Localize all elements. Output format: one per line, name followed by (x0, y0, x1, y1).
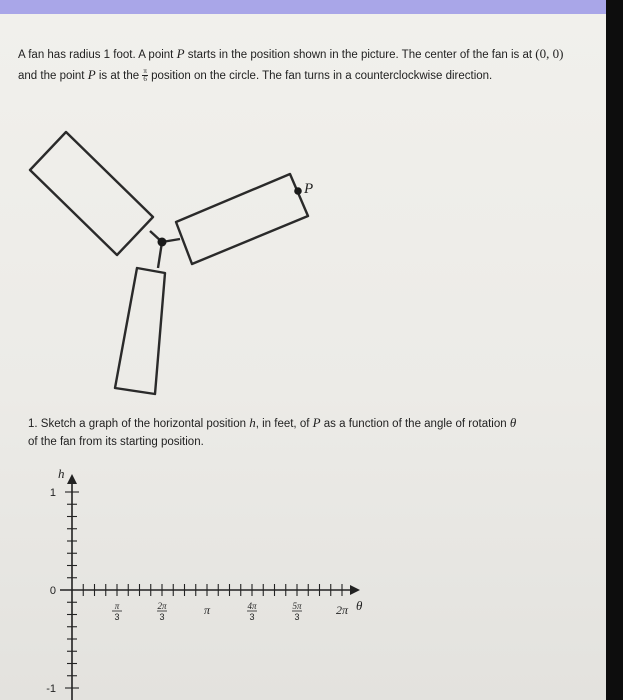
fan-blade-upper-left (30, 132, 153, 255)
y-tick-label: 1 (49, 487, 56, 499)
var-p: P (176, 46, 185, 61)
angle-fraction (142, 68, 148, 83)
var-h: h (249, 415, 256, 430)
x-tick-label-numerator: 4π (247, 601, 257, 611)
x-axis-label: θ (356, 598, 363, 613)
x-tick-label: π (203, 603, 211, 617)
fan-blade-bottom (115, 268, 165, 394)
question-text-1: Sketch a graph of the horizontal position (40, 418, 247, 430)
x-tick-label-denominator: 3 (159, 612, 165, 622)
angle-numerator: π (143, 67, 147, 76)
intro-text-1: A fan has radius 1 foot. A point (18, 49, 174, 61)
x-tick-label: 2π (335, 603, 349, 617)
x-axis-arrow (350, 585, 360, 595)
intro-text-2: starts in the position shown in the picture. The center of the fan is at (187, 49, 533, 61)
center-coords: (0, 0) (535, 46, 564, 61)
fan-blade-right (176, 174, 308, 264)
x-tick-label-numerator: π (114, 601, 120, 611)
y-tick-label: -1 (46, 683, 56, 695)
var-p: P (87, 67, 96, 82)
question-number: 1. (28, 418, 38, 430)
x-tick-label-denominator: 3 (114, 612, 120, 622)
y-tick-label: 0 (49, 585, 56, 597)
intro-text-4: is at the (98, 70, 140, 82)
intro-text-3: and the point (18, 70, 85, 82)
angle-denominator: 6 (143, 75, 147, 84)
y-axis-label: h (58, 466, 65, 481)
fan-center-dot (158, 238, 167, 247)
var-p: P (312, 415, 321, 430)
intro-text-5: position on the circle. The fan turns in a counterclockwise direction. (151, 70, 493, 82)
x-tick-label-numerator: 5π (292, 601, 302, 611)
x-tick-label-denominator: 3 (294, 612, 300, 622)
question-text-2: , in feet, of (255, 418, 310, 430)
x-tick-label-numerator: 2π (157, 601, 167, 611)
var-theta: θ (509, 415, 517, 430)
point-p-dot (294, 187, 302, 195)
question-1 (28, 414, 578, 451)
answer-graph[interactable] (40, 464, 380, 700)
question-text-3: as a function of the angle of rotation (323, 418, 507, 430)
point-p-label: P (304, 181, 314, 197)
x-tick-label-denominator: 3 (249, 612, 255, 622)
question-text-4: of the fan from its starting position. (28, 436, 204, 448)
fan-diagram (0, 114, 360, 404)
y-axis-arrow (67, 474, 77, 484)
problem-statement (18, 44, 578, 86)
top-edge-decoration (366, 0, 606, 14)
